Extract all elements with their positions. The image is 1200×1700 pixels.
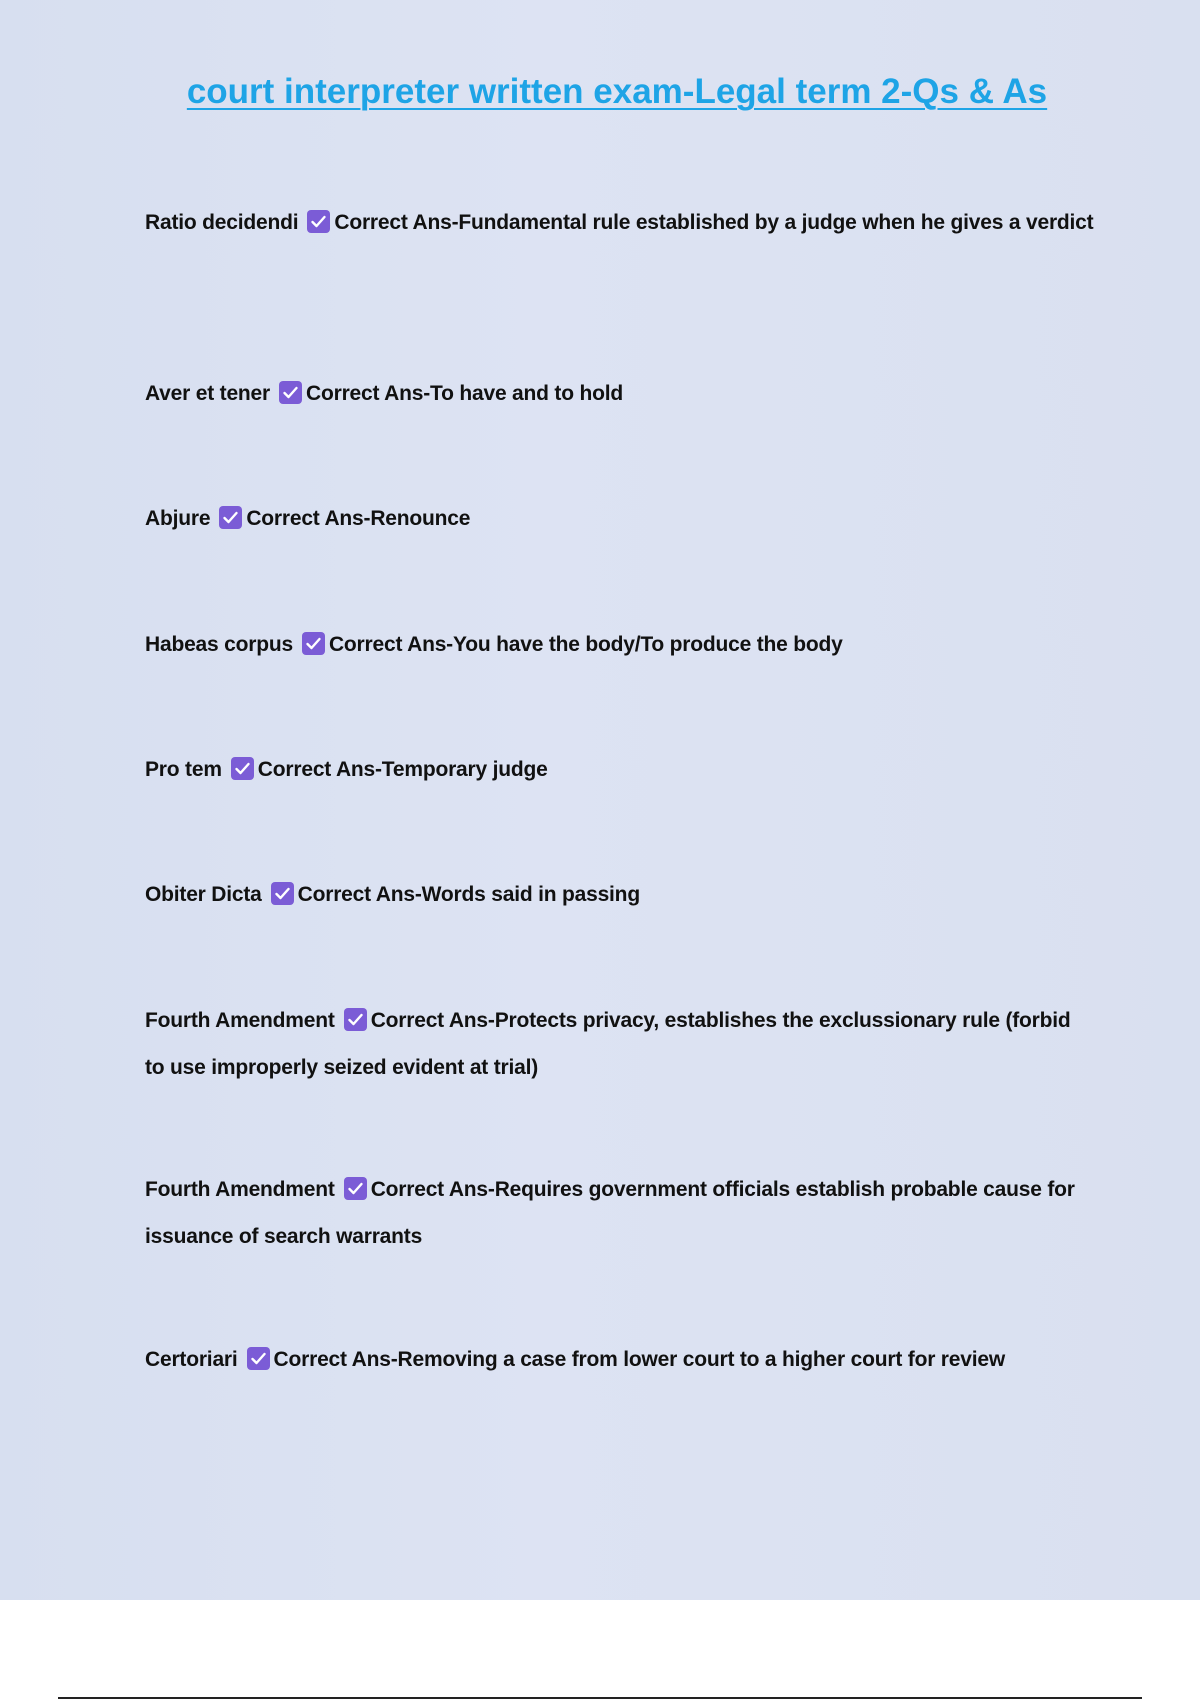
qa-answer: Correct Ans-Requires government officials establish probable cause for issuance of search warrants <box>145 1178 1075 1248</box>
qa-item <box>145 199 1095 246</box>
qa-item <box>145 871 1095 918</box>
qa-item <box>145 370 1095 417</box>
qa-answer: Correct Ans-Words said in passing <box>297 883 640 906</box>
qa-item <box>145 495 1095 542</box>
check-box-icon <box>302 632 325 655</box>
qa-term: Obiter Dicta <box>145 883 262 906</box>
qa-answer: Correct Ans-Fundamental rule established by a judge when he gives a verdict <box>334 211 1094 234</box>
qa-answer: Correct Ans-To have and to hold <box>306 382 623 405</box>
check-box-icon <box>219 506 242 529</box>
qa-term: Fourth Amendment <box>145 1178 335 1201</box>
check-box-icon <box>247 1347 270 1370</box>
qa-item <box>145 746 1095 793</box>
qa-term: Fourth Amendment <box>145 1009 335 1032</box>
check-box-icon <box>307 210 330 233</box>
qa-term: Pro tem <box>145 758 222 781</box>
check-box-icon <box>279 381 302 404</box>
qa-item <box>145 1336 1095 1383</box>
document-title: court interpreter written exam-Legal term 2-Qs & As <box>186 72 1048 111</box>
check-box-icon <box>344 1008 367 1031</box>
qa-item <box>145 997 1095 1091</box>
qa-term: Abjure <box>145 507 211 530</box>
qa-answer: Correct Ans-Removing a case from lower court to a higher court for review <box>273 1348 1005 1371</box>
qa-term: Aver et tener <box>145 382 271 405</box>
check-box-icon <box>271 882 294 905</box>
qa-answer: Correct Ans-You have the body/To produce the body <box>328 633 843 656</box>
qa-term: Certoriari <box>145 1348 238 1371</box>
qa-item <box>145 1166 1095 1260</box>
qa-answer: Correct Ans-Temporary judge <box>257 758 548 781</box>
check-box-icon <box>344 1177 367 1200</box>
qa-term: Ratio decidendi <box>145 211 299 234</box>
qa-answer: Correct Ans-Protects privacy, establishes the exclussionary rule (forbid to use improperly seized evident at trial) <box>145 1009 1071 1079</box>
footer-divider <box>58 1697 1142 1699</box>
check-box-icon <box>231 757 254 780</box>
qa-item <box>145 621 1095 668</box>
qa-term: Habeas corpus <box>145 633 293 656</box>
qa-answer: Correct Ans-Renounce <box>246 507 471 530</box>
